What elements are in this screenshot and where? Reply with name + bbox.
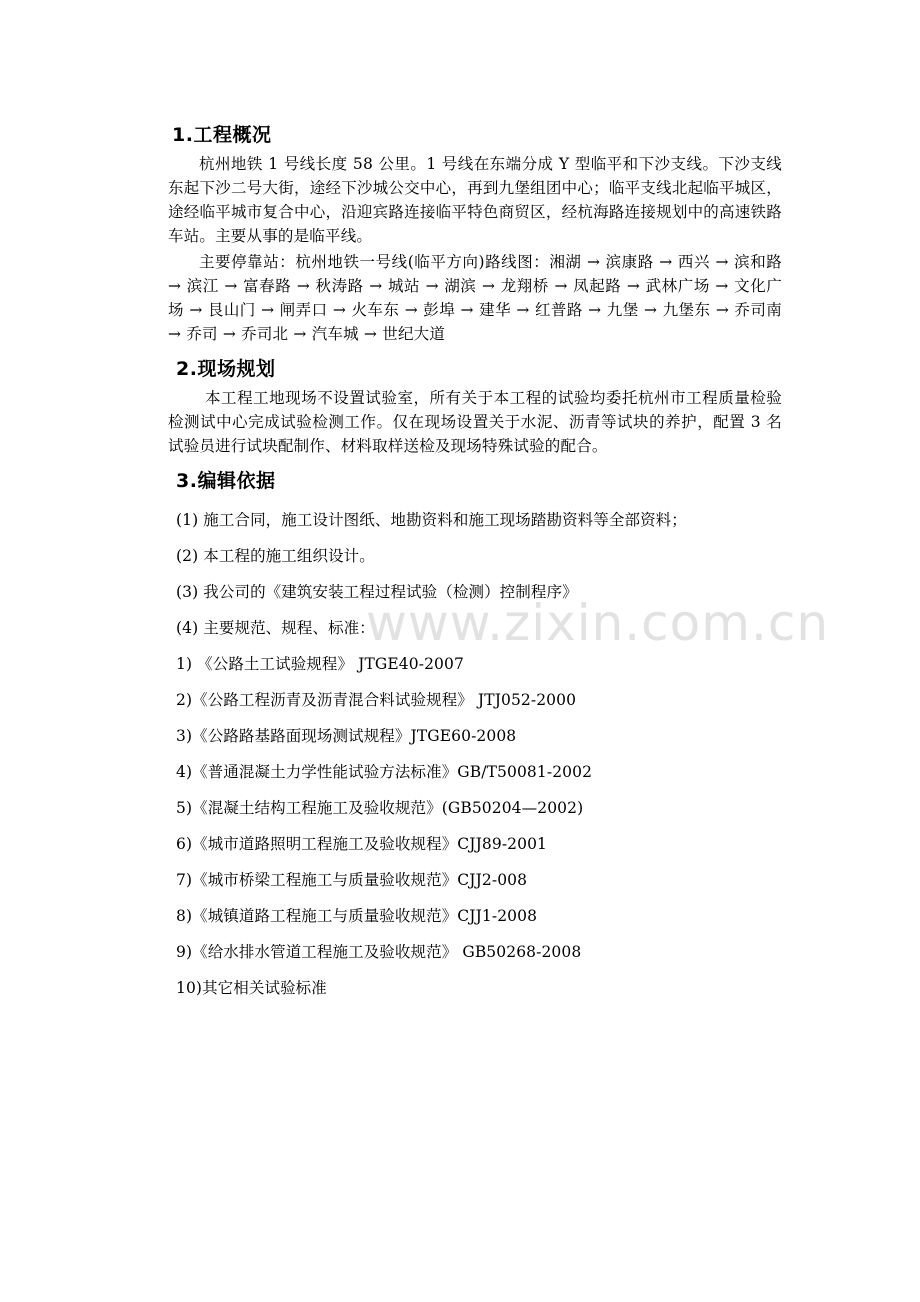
overview-paragraph: 杭州地铁 1 号线长度 58 公里。1 号线在东端分成 Y 型临平和下沙支线。下沙支线东起下沙二号大街，途经下沙城公交中心，再到九堡组团中心；临平支线北起临平城区，途经临平城市复合中心，沿迎宾路连接临平特色商贸区，经杭海路连接规划中的高速铁路车站。主要从事的是临平线。 — [168, 155, 782, 245]
list-item: 5)《混凝土结构工程施工及验收规范》(GB50204—2002) — [176, 799, 584, 817]
list-item: 8)《城镇道路工程施工与质量验收规范》CJJ1-2008 — [176, 907, 538, 925]
list-item: 6)《城市道路照明工程施工及验收规程》CJJ89-2001 — [176, 835, 548, 853]
section-heading-site-planning: 2.现场规划 — [176, 358, 276, 380]
list-item: 7)《城市桥梁工程施工与质量验收规范》CJJ2-008 — [176, 871, 528, 889]
list-item: 1) 《公路土工试验规程》 JTGE40-2007 — [176, 655, 464, 673]
section-heading-basis: 3.编辑依据 — [176, 470, 276, 492]
section-heading-overview: 1.工程概况 — [172, 124, 272, 146]
list-item: (1) 施工合同，施工设计图纸、地勘资料和施工现场踏勘资料等全部资料； — [176, 511, 687, 529]
list-item: 4)《普通混凝土力学性能试验方法标准》GB/T50081-2002 — [176, 763, 593, 781]
stations-paragraph: 主要停靠站：杭州地铁一号线(临平方向)路线图：湘湖 → 滨康路 → 西兴 → 滨和路 → 滨江 → 富春路 → 秋涛路 → 城站 → 湖滨 → 龙翔桥 → 凤起路 → 武林广场 → 文化广场 → 艮山门 → 闸弄口 → 火车东 → 彭埠 → 建华 → 红普路 → 九堡 → 九堡东 → 乔司南 → 乔司 → 乔司北 → 汽车城 → 世纪大道 — [168, 253, 782, 343]
list-item: (4) 主要规范、规程、标准： — [176, 619, 375, 637]
list-item: (3) 我公司的《建筑安装工程过程试验（检测）控制程序》 — [176, 583, 578, 601]
basis-list — [176, 502, 782, 1006]
watermark-text: www.zixin.com.cn — [366, 594, 830, 652]
list-item: 9)《给水排水管道工程施工及验收规范》 GB50268-2008 — [176, 943, 582, 961]
list-item: 2)《公路工程沥青及沥青混合料试验规程》 JTJ052-2000 — [176, 691, 577, 709]
list-item: (2) 本工程的施工组织设计。 — [176, 547, 375, 565]
list-item: 10)其它相关试验标准 — [176, 979, 327, 997]
site-planning-paragraph: 本工程工地现场不设置试验室，所有关于本工程的试验均委托杭州市工程质量检验检测试中心完成试验检测工作。仅在现场设置关于水泥、沥青等试块的养护，配置 3 名试验员进行试块配制作、材料取样送检及现场特殊试验的配合。 — [168, 389, 782, 455]
list-item: 3)《公路路基路面现场测试规程》JTGE60-2008 — [176, 727, 517, 745]
document-content — [168, 120, 782, 1006]
